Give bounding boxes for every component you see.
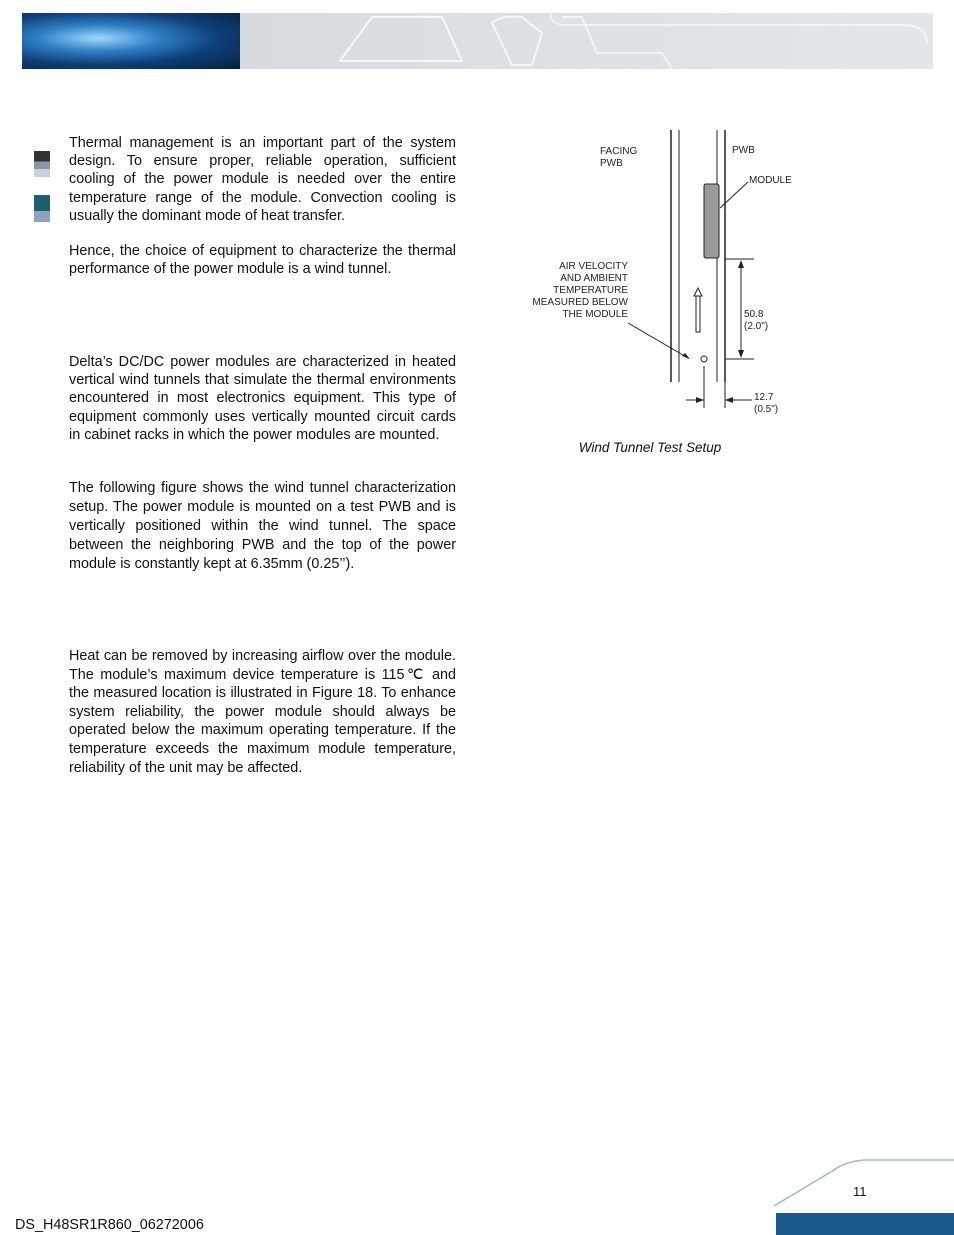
banner-logo-outline-icon: [22, 13, 933, 69]
header-banner: [22, 13, 933, 69]
equipment-paragraph: Hence, the choice of equipment to characterize the thermal performance of the power module is a wind tunnel.: [69, 243, 456, 278]
pwb-label: PWB: [732, 145, 755, 156]
wind-tunnel-paragraph: Delta’s DC/DC power modules are characterized in heated vertical wind tunnels that simulate the thermal environments encountered in most electronics equipment. This type of equipment commonly uses vertically mounted circuit cards in cabinet racks in which the power modules are mounted.: [69, 354, 456, 443]
document-id: DS_H48SR1R860_06272006: [15, 1217, 204, 1233]
module-label: MODULE: [749, 175, 792, 186]
module-block: [704, 184, 719, 258]
facing-pwb-label: FACING PWB: [600, 146, 638, 169]
vertical-dimension-label: 50.8 (2.0"): [744, 309, 769, 332]
air-velocity-label: AIR VELOCITY AND AMBIENT TEMPERATURE MEASURED BELOW THE MODULE: [532, 261, 628, 320]
section-marker-icon: [34, 195, 50, 222]
horizontal-dimension-label: 12.7 (0.5"): [754, 392, 779, 415]
footer-bar: [776, 1213, 954, 1235]
page-number: 11: [853, 1184, 867, 1199]
section-marker-icon: [34, 151, 50, 177]
derating-paragraph: Heat can be removed by increasing airflow over the module. The module’s maximum device temperature is 115℃ and the measured location is illustrated in Figure 18. To enhance system reliability, the power module should always be operated below the maximum operating temperature. If the temperature exceeds the maximum module temperature, reliability of the unit may be affected.: [69, 648, 456, 776]
thermal-management-paragraph: Thermal management is an important part of the system design. To ensure proper, reliable operation, sufficient cooling of the power module is needed over the entire temperature range of the module. Convection cooling is usually the dominant mode of heat transfer.: [69, 135, 456, 224]
figure-caption: Wind Tunnel Test Setup: [578, 440, 722, 455]
setup-paragraph: The following figure shows the wind tunnel characterization setup. The power module is mounted on a test PWB and is vertically positioned within the wind tunnel. The space between the neighboring PWB and the top of the power module is constantly kept at 6.35mm (0.25’’).: [69, 480, 456, 573]
